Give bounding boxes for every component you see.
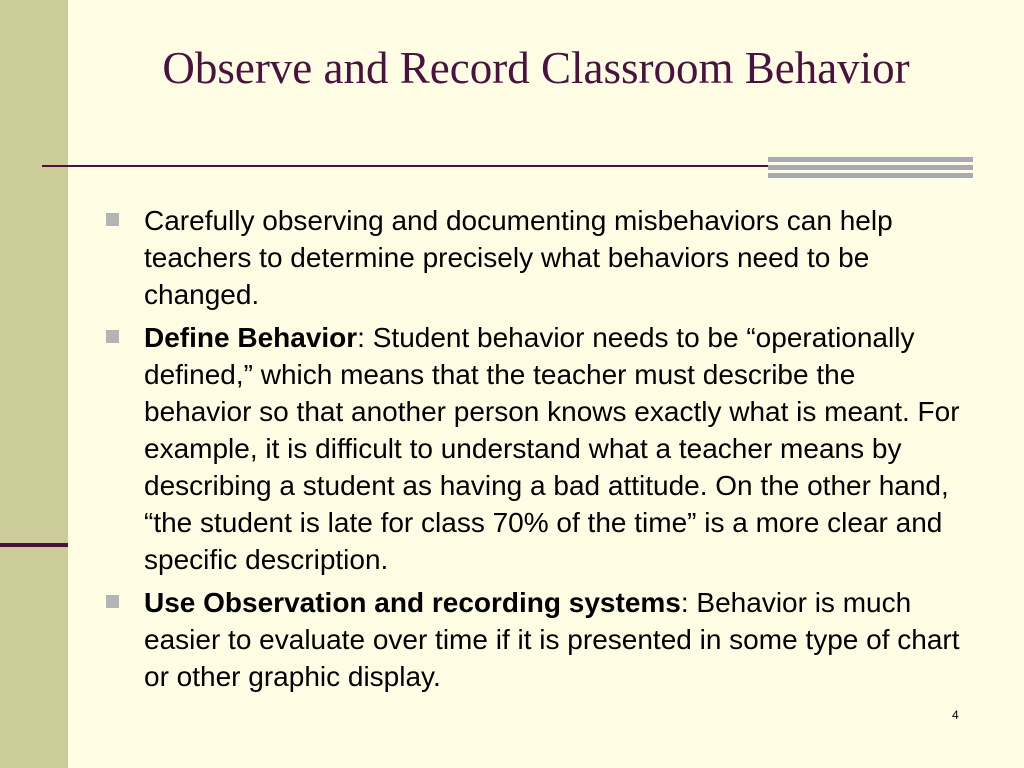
- bullet-text: Carefully observing and documenting misbehaviors can help teachers to determine precisely what behaviors need to be changed.: [144, 205, 893, 310]
- left-decorative-band: [0, 0, 68, 768]
- bullet-term: Define Behavior: [144, 322, 358, 353]
- bullet-text: Behavior is much easier to evaluate over time if it is presented in some type of chart or other graphic display.: [144, 587, 960, 692]
- slide-title: Observe and Record Classroom Behavior: [162, 43, 910, 93]
- square-bullet-icon: [106, 595, 119, 608]
- bullet-text: Student behavior needs to be “operationally defined,” which means that the teacher must describe the behavior so that another person knows exactly what is meant. For example, it is difficult to understand what a teacher means by describing a student as having a bad attitude. On the other hand, “the student is late for class 70% of the time” is a more clear and specific description.: [144, 322, 960, 575]
- bullet-list: [104, 202, 966, 701]
- left-band-accent-line: [0, 543, 68, 547]
- bullet-item: [104, 584, 966, 695]
- bullet-item: [104, 319, 966, 578]
- square-bullet-icon: [106, 213, 119, 226]
- bullet-separator: :: [680, 587, 697, 618]
- bullet-separator: :: [357, 322, 373, 353]
- bullet-term: Use Observation and recording systems: [144, 587, 681, 618]
- bullet-item: [104, 202, 966, 313]
- page-number: 4: [952, 708, 959, 722]
- title-underline-rule: [42, 165, 768, 167]
- title-decorative-stripes: [768, 157, 973, 178]
- square-bullet-icon: [106, 330, 119, 343]
